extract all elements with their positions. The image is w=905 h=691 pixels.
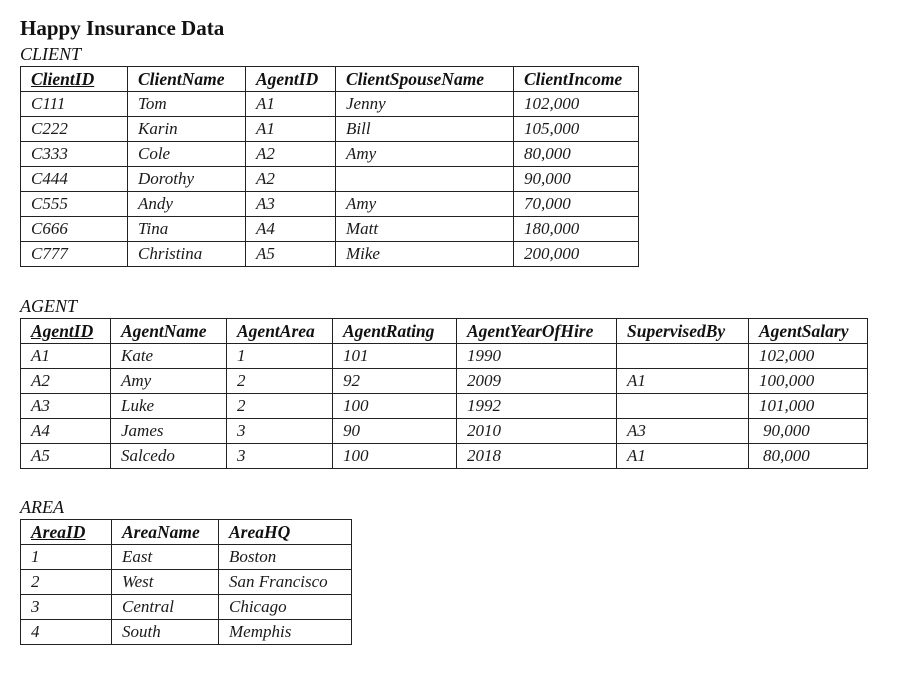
agent-cell: Amy <box>111 369 227 394</box>
client-cell: Tina <box>128 217 246 242</box>
agent-cell <box>617 344 749 369</box>
agent-cell: A5 <box>21 444 111 469</box>
client-row <box>21 217 639 242</box>
client-cell: Amy <box>336 142 514 167</box>
client-cell: Jenny <box>336 92 514 117</box>
agent-row <box>21 419 868 444</box>
client-row <box>21 242 639 267</box>
agent-cell: A3 <box>21 394 111 419</box>
agent-cell: 101,000 <box>749 394 868 419</box>
agent-row <box>21 394 868 419</box>
client-cell: C444 <box>21 167 128 192</box>
client-cell: A2 <box>246 142 336 167</box>
area-header-row <box>21 520 352 545</box>
agent-col-header: AgentYearOfHire <box>457 319 617 344</box>
agent-cell <box>617 394 749 419</box>
client-table-label: CLIENT <box>20 44 82 64</box>
client-row <box>21 142 639 167</box>
agent-col-header: AgentRating <box>333 319 457 344</box>
client-cell <box>336 167 514 192</box>
agent-cell: 90,000 <box>749 419 868 444</box>
agent-cell: A1 <box>617 444 749 469</box>
agent-col-header: AgentID <box>21 319 111 344</box>
agent-cell: 1 <box>227 344 333 369</box>
client-cell: Tom <box>128 92 246 117</box>
client-cell: C555 <box>21 192 128 217</box>
client-cell: 200,000 <box>514 242 639 267</box>
client-cell: Andy <box>128 192 246 217</box>
area-cell: 1 <box>21 545 112 570</box>
area-table-label: AREA <box>20 497 64 517</box>
client-col-header: ClientID <box>21 67 128 92</box>
agent-cell: 2018 <box>457 444 617 469</box>
area-table <box>20 519 352 645</box>
client-cell: C666 <box>21 217 128 242</box>
area-cell: San Francisco <box>219 570 352 595</box>
agent-row <box>21 344 868 369</box>
client-row <box>21 167 639 192</box>
client-cell: Christina <box>128 242 246 267</box>
area-cell: Boston <box>219 545 352 570</box>
client-cell: A1 <box>246 117 336 142</box>
agent-cell: A1 <box>617 369 749 394</box>
agent-cell: 3 <box>227 444 333 469</box>
agent-table-label: AGENT <box>20 296 78 316</box>
client-col-header: ClientName <box>128 67 246 92</box>
client-cell: 80,000 <box>514 142 639 167</box>
agent-cell: A4 <box>21 419 111 444</box>
client-cell: Bill <box>336 117 514 142</box>
client-cell: A5 <box>246 242 336 267</box>
agent-cell: 2 <box>227 369 333 394</box>
agent-row <box>21 369 868 394</box>
agent-cell: 2 <box>227 394 333 419</box>
agent-cell: 1990 <box>457 344 617 369</box>
client-cell: 105,000 <box>514 117 639 142</box>
agent-cell: 3 <box>227 419 333 444</box>
area-cell: West <box>112 570 219 595</box>
client-cell: Mike <box>336 242 514 267</box>
client-cell: A2 <box>246 167 336 192</box>
agent-col-header: SupervisedBy <box>617 319 749 344</box>
agent-cell: 101 <box>333 344 457 369</box>
agent-header-row <box>21 319 868 344</box>
client-row <box>21 192 639 217</box>
agent-cell: 100 <box>333 444 457 469</box>
client-col-header: ClientIncome <box>514 67 639 92</box>
area-cell: 4 <box>21 620 112 645</box>
client-cell: 90,000 <box>514 167 639 192</box>
area-cell: South <box>112 620 219 645</box>
client-cell: A4 <box>246 217 336 242</box>
agent-cell: 2009 <box>457 369 617 394</box>
client-cell: 102,000 <box>514 92 639 117</box>
agent-cell: Kate <box>111 344 227 369</box>
area-cell: East <box>112 545 219 570</box>
area-cell: Memphis <box>219 620 352 645</box>
client-col-header: AgentID <box>246 67 336 92</box>
client-header-row <box>21 67 639 92</box>
client-cell: Cole <box>128 142 246 167</box>
area-cell: Chicago <box>219 595 352 620</box>
agent-cell: 102,000 <box>749 344 868 369</box>
area-row <box>21 570 352 595</box>
client-cell: A3 <box>246 192 336 217</box>
area-col-header: AreaHQ <box>219 520 352 545</box>
area-row <box>21 620 352 645</box>
agent-cell: Luke <box>111 394 227 419</box>
client-cell: Amy <box>336 192 514 217</box>
area-row <box>21 545 352 570</box>
agent-col-header: AgentArea <box>227 319 333 344</box>
client-cell: C777 <box>21 242 128 267</box>
client-row <box>21 92 639 117</box>
agent-cell: A1 <box>21 344 111 369</box>
area-row <box>21 595 352 620</box>
agent-cell: 100,000 <box>749 369 868 394</box>
client-cell: C111 <box>21 92 128 117</box>
agent-cell: 80,000 <box>749 444 868 469</box>
client-row <box>21 117 639 142</box>
agent-cell: 100 <box>333 394 457 419</box>
area-col-header: AreaName <box>112 520 219 545</box>
agent-table <box>20 318 868 469</box>
area-cell: Central <box>112 595 219 620</box>
area-cell: 2 <box>21 570 112 595</box>
area-cell: 3 <box>21 595 112 620</box>
agent-cell: A3 <box>617 419 749 444</box>
client-cell: Matt <box>336 217 514 242</box>
client-table <box>20 66 639 267</box>
client-cell: C333 <box>21 142 128 167</box>
agent-cell: 2010 <box>457 419 617 444</box>
agent-cell: Salcedo <box>111 444 227 469</box>
agent-cell: 92 <box>333 369 457 394</box>
client-col-header: ClientSpouseName <box>336 67 514 92</box>
client-cell: 180,000 <box>514 217 639 242</box>
agent-cell: James <box>111 419 227 444</box>
client-cell: A1 <box>246 92 336 117</box>
agent-col-header: AgentName <box>111 319 227 344</box>
document-title: Happy Insurance Data <box>20 16 225 40</box>
client-cell: Dorothy <box>128 167 246 192</box>
client-cell: C222 <box>21 117 128 142</box>
client-cell: 70,000 <box>514 192 639 217</box>
area-col-header: AreaID <box>21 520 112 545</box>
agent-row <box>21 444 868 469</box>
client-cell: Karin <box>128 117 246 142</box>
agent-cell: A2 <box>21 369 111 394</box>
agent-col-header: AgentSalary <box>749 319 868 344</box>
agent-cell: 1992 <box>457 394 617 419</box>
agent-cell: 90 <box>333 419 457 444</box>
